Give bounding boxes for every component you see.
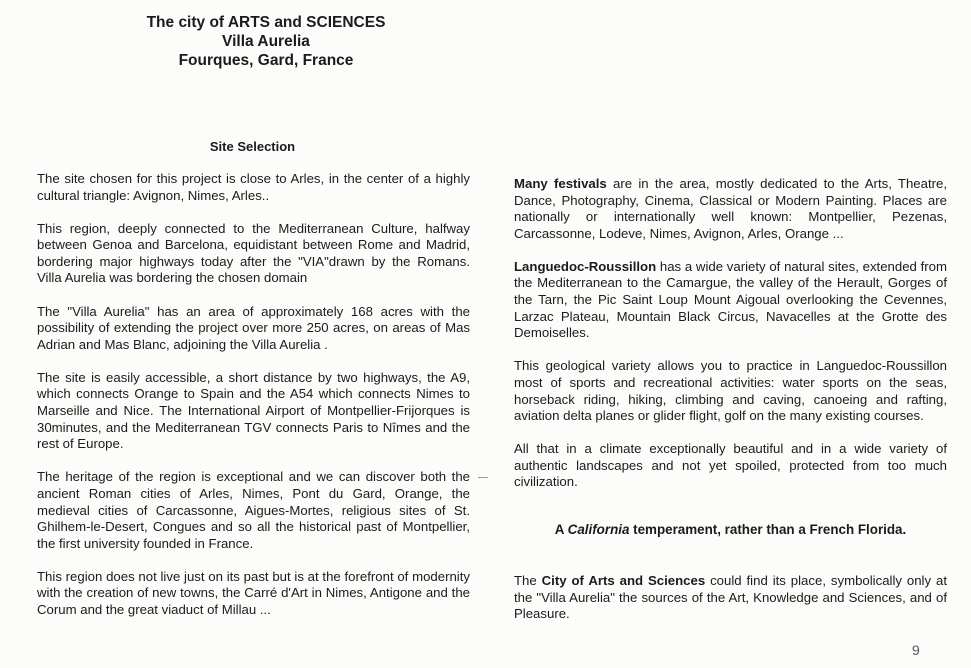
paragraph: All that in a climate exceptionally beautiful and in a wide variety of authentic landscapes and not yet spoiled, protected from too much civilization. bbox=[514, 441, 947, 490]
paragraph: This region does not live just on its past but is at the forefront of modernity with the creation of new towns, the Carré d'Art in Nimes, Antigone and the Corum and the great viaduct of Millau ... bbox=[37, 568, 470, 617]
paragraph: The "Villa Aurelia" has an area of approximately 168 acres with the possibility of extending the project over more 250 acres, on areas of Mas Adrian and Mas Blanc, adjoining the Villa Aurelia . bbox=[37, 303, 470, 352]
paragraph: The heritage of the region is exceptional and we can discover both the ancient Roman cities of Arles, Nimes, Pont du Gard, Orange, the medieval cities of Carcassonne, Aigues-Mortes, religious sites of St. Ghilhem-le-Desert, Congues and so all the historical past of Montpellier, the first university founded in France. bbox=[37, 469, 470, 551]
paragraph-languedoc bbox=[514, 259, 947, 342]
bold-phrase: Many festivals bbox=[514, 176, 607, 191]
title-line-1: The city of ARTS and SCIENCES bbox=[146, 14, 386, 31]
paragraph: The site is easily accessible, a short distance by two highways, the A9, which connects Orange to Spain and the A54 which connects Nimes to Marseille and Nice. The International Airport of Montpellier-Frijorques is 30minutes, and the Mediterranean TGV connects Paris to Nîmes and the rest of Europe. bbox=[37, 369, 470, 452]
tagline-pre: A bbox=[554, 522, 568, 537]
paragraph-city bbox=[514, 573, 947, 623]
bold-phrase: Languedoc-Roussillon bbox=[514, 258, 657, 274]
paragraph-text: The bbox=[514, 573, 542, 588]
tagline bbox=[514, 522, 947, 537]
tagline-post: temperament, rather than a French Florida. bbox=[629, 522, 907, 537]
title-line-3: Fourques, Gard, France bbox=[178, 52, 354, 69]
right-column bbox=[514, 176, 947, 508]
tagline-emphasis: California bbox=[567, 522, 630, 537]
page-number: 9 bbox=[912, 642, 920, 658]
paragraph-text: could find its place, symbolically only at the "Villa Aurelia" the sources of the Art, Knowledge and Sciences, and of Pleasure. bbox=[514, 573, 947, 622]
section-heading: Site Selection bbox=[209, 139, 296, 154]
paragraph: This geological variety allows you to practice in Languedoc-Roussillon most of sports and recreational activities: water sports on the seas, horseback riding, hiking, climbing and caving, canoeing and rafting, aviation delta planes or glider flight, golf on the many existing courses. bbox=[514, 358, 947, 424]
bold-phrase: City of Arts and Sciences bbox=[541, 573, 706, 588]
left-column bbox=[37, 171, 470, 619]
closing-paragraph-block bbox=[514, 573, 947, 623]
paragraph-text: has a wide variety of natural sites, extended from the Mediterranean to the Camargue, the valley of the Herault, Gorges of the Tarn, the Pic Saint Loup Mount Aigoual overlooking the Cevennes, Larzac Plateau, Mountain Black Circus, Navacelles at the Grotte des Demoiselles. bbox=[514, 258, 947, 341]
paragraph-festivals bbox=[514, 176, 947, 242]
document-title bbox=[120, 13, 412, 70]
paragraph-text: are in the area, mostly dedicated to the Arts, Theatre, Dance, Photography, Cinema, Classical or Modern Painting. Places are nationally or internationally well known: Montpellier, Pezenas, Carcassonne, Lodeve, Nimes, Avignon, Arles, Orange ... bbox=[514, 176, 948, 241]
paragraph: This region, deeply connected to the Mediterranean Culture, halfway between Genoa and Barcelona, equidistant between Rome and Madrid, bordering major highways today after the "VIA"drawn by the Romans. Villa Aurelia was bordering the chosen domain bbox=[37, 220, 470, 286]
title-line-2: Villa Aurelia bbox=[222, 33, 310, 50]
paragraph: The site chosen for this project is close to Arles, in the center of a highly cultural triangle: Avignon, Nimes, Arles.. bbox=[37, 171, 470, 203]
margin-mark bbox=[478, 477, 488, 478]
